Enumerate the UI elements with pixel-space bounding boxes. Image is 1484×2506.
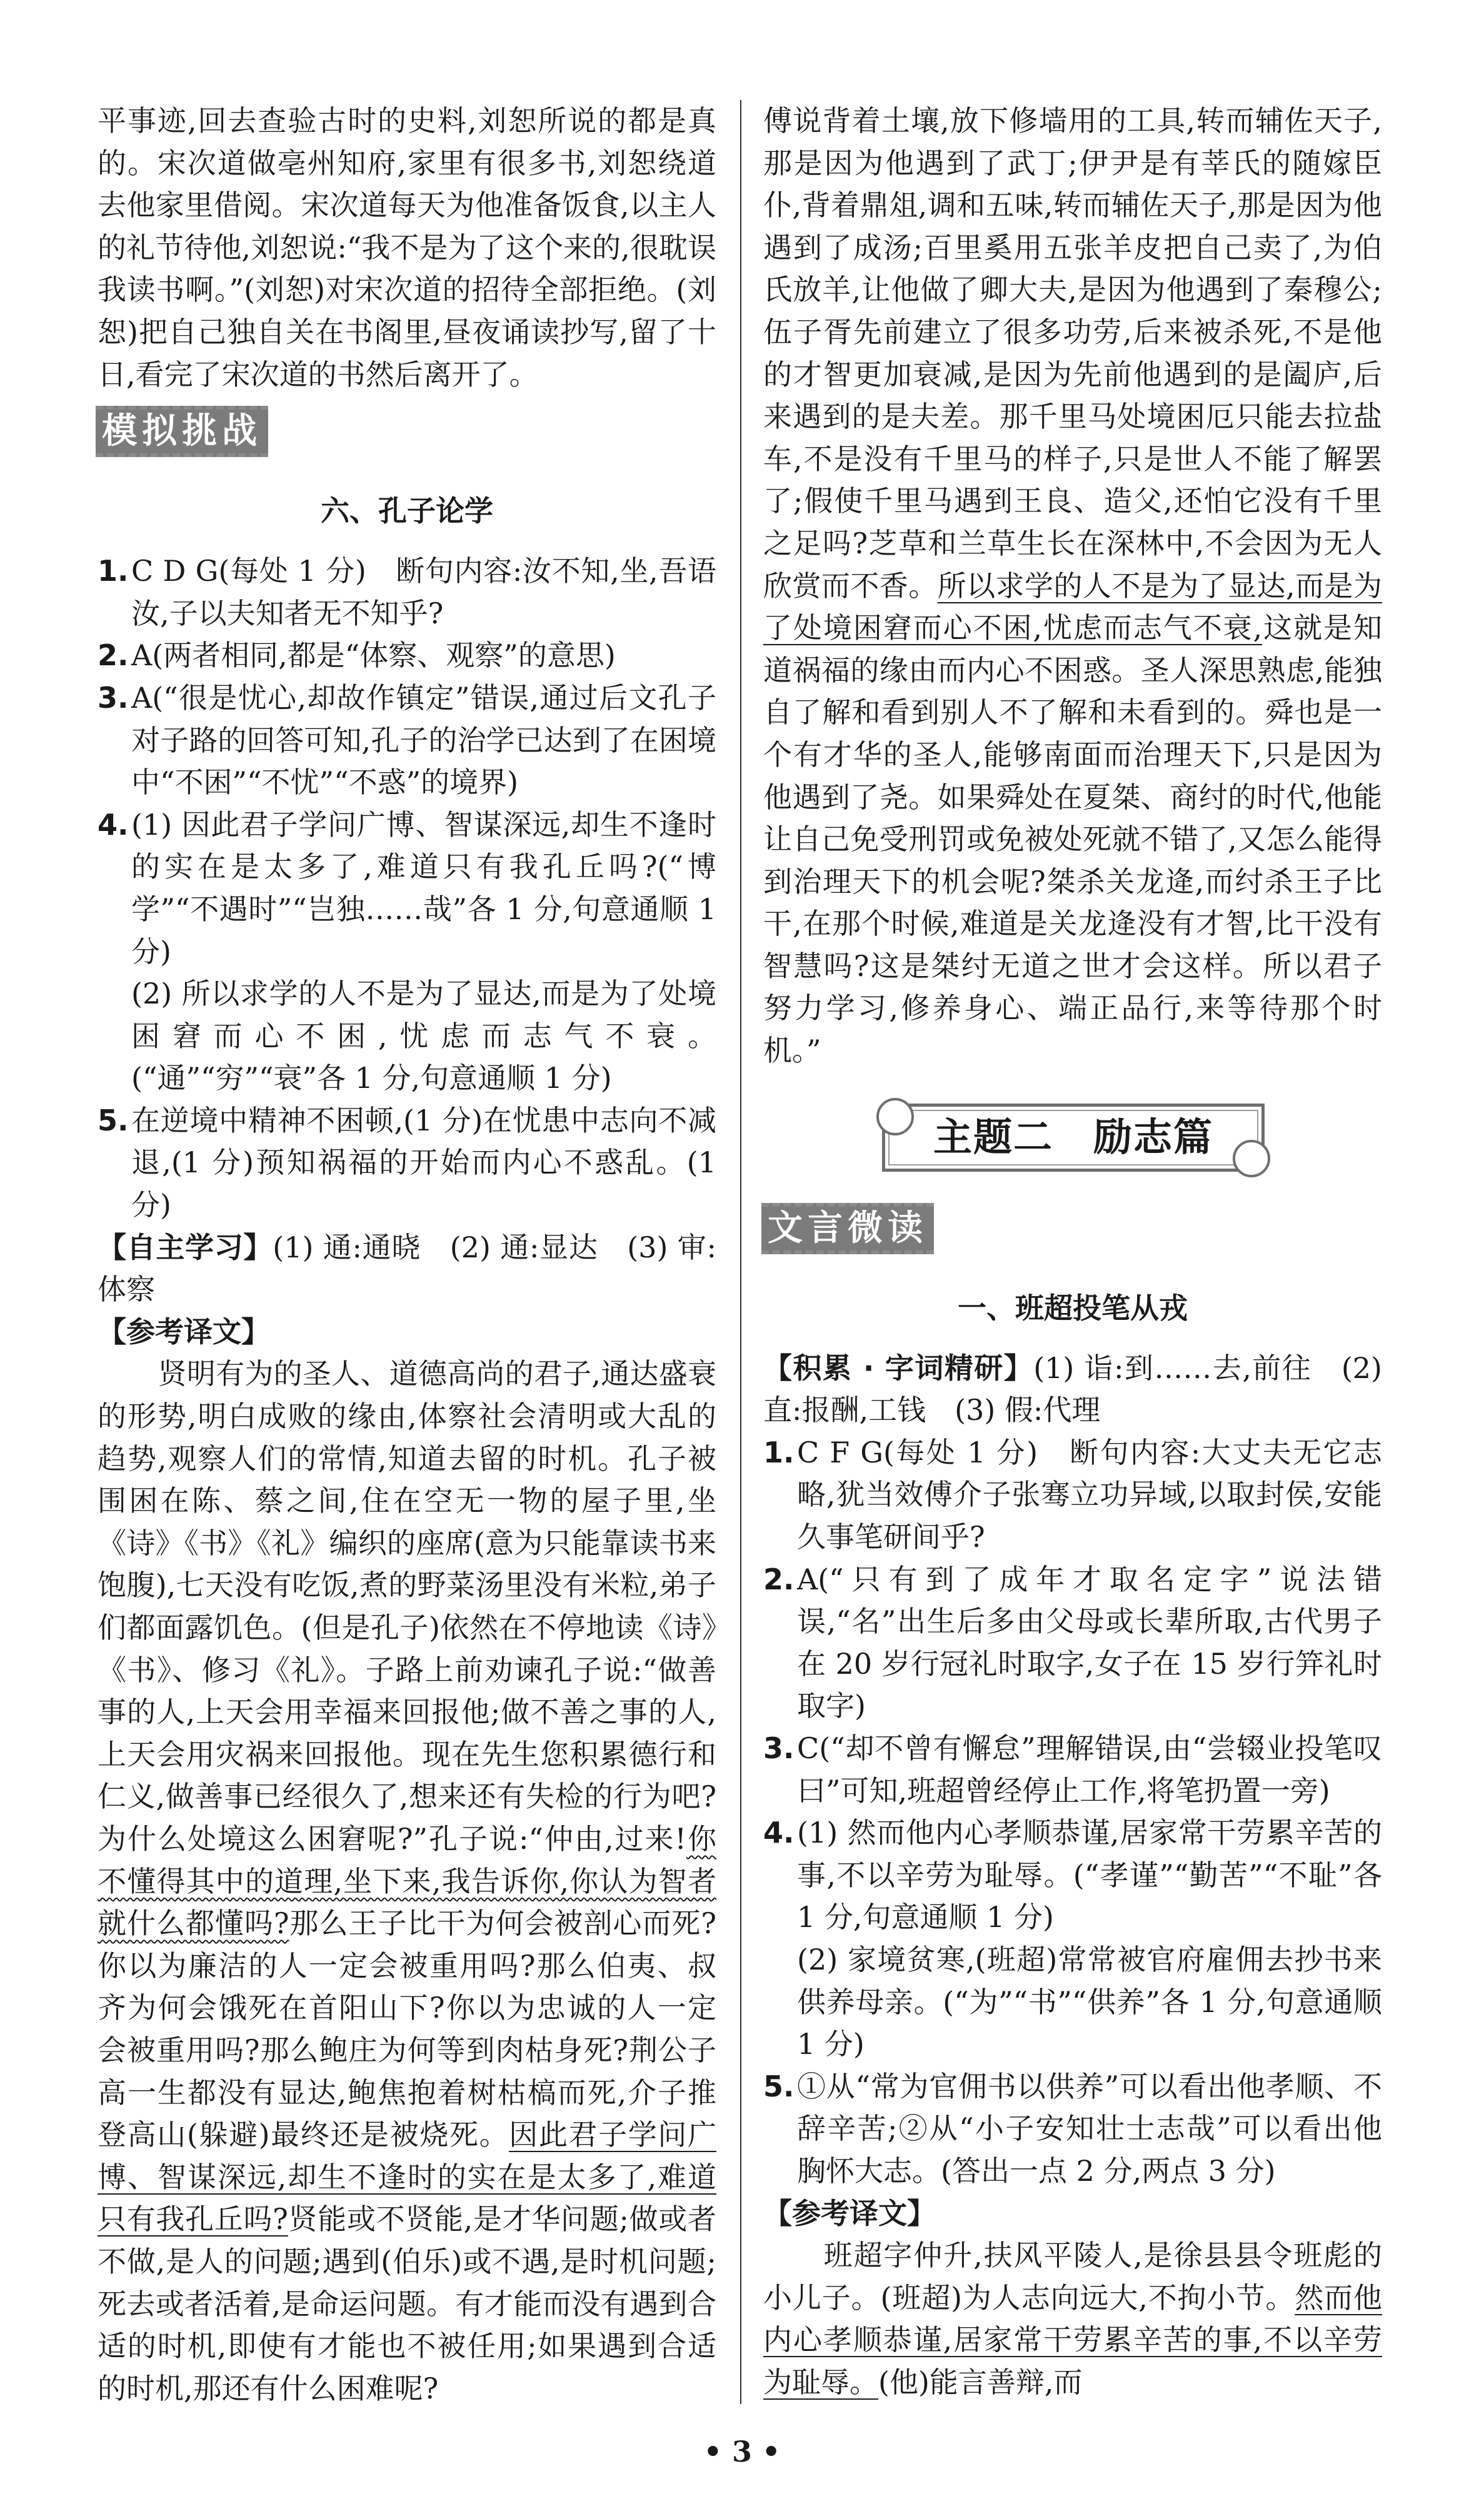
page-number-value: 3 [731,2435,752,2469]
item-text: C D G(每处 1 分) 断句内容:汝不知,坐,吾语汝,子以夫知者无不知乎? [131,554,716,630]
vocab-label: 【积累 · 字词精研】 [763,1351,1034,1385]
theme-banner [882,1104,1265,1172]
item-number: 2. [98,638,129,673]
theme-banner-wrap [763,1072,1382,1203]
item-number: 2. [763,1562,795,1596]
theme-banner-title: 主题二 励志篇 [933,1114,1213,1160]
item-subanswer: (1) 然而他内心孝顺恭谨,居家常干劳累辛苦的事,不以辛劳为耻辱。(“孝谨”“勤苦”“不耻”各 1 分,句意通顺 1 分) [797,1816,1382,1935]
answer-item [98,677,716,804]
item-number: 5. [763,2069,795,2103]
item-text: C F G(每处 1 分) 断句内容:大丈夫无它志略,犹当效傅介子张骞立功异域,以取封侯,安能久事笔研间乎? [797,1435,1382,1554]
item-text: C(“却不曾有懈怠”理解错误,由“尝辍业投笔叹曰”可知,班超曾经停止工作,将笔扔置一旁) [797,1731,1382,1808]
translation-text: 贤明有为的圣人、道德高尚的君子,通达盛衰的形势,明白成败的缘由,体察社会清明或大乱的趋势,观察人们的常情,知道去留的时机。孔子被围困在陈、蔡之间,住在空无一物的屋子里,坐《诗》《书》《礼》编织的座席(意为只能靠读书来饱腹),七天没有吃饭,煮的野菜汤里没有米粒,弟子们都面露饥色。(但是孔子)依然在不停地读《诗》《书》、修习《礼》。子路上前劝谏孔子说:“做善事的人,上天会用幸福来回报他;做不善之事的人,上天会用灾祸来回报他。现在先生您积累德行和仁义,做善事已经很久了,想来还有失检的行为吧?为什么处境这么困窘呢?”孔子说:“仲由,过来! [98,1357,717,1856]
item-number: 4. [98,807,129,842]
page-number: • 3 • [703,2435,781,2469]
translation-text: 这就是知道祸福的缘由而内心不困惑。圣人深思熟虑,能独自了解和看到别人不了解和未看到的。舜也是一个有才华的圣人,能够南面而治理天下,只是因为他遇到了尧。如果舜处在夏桀、商纣的时代,他能让自己免受刑罚或免被处死就不错了,又怎么能得到治理天下的机会呢?桀杀关龙逄,而纣杀王子比干,在那个时候,难道是关龙逄没有才智,比干没有智慧吗?这是桀纣无道之世才会这样。所以君子努力学习,修养身心、端正品行,来等待那个时机。” [763,611,1382,1068]
item-subanswer: (1) 因此君子学问广博、智谋深远,却生不逢时的实在是太多了,难道只有我孔丘吗?(“博学”“不遇时”“岂独……哉”各 1 分,句意通顺 1 分) [131,807,716,969]
item-number: 3. [98,680,129,715]
answer-item [98,550,716,635]
item-text: ①从“常为官佣书以供养”可以看出他孝顺、不辞辛苦;②从“小子安知壮士志哉”可以看出他胸怀大志。(答出一点 2 分,两点 3 分) [797,2069,1382,2188]
item-number: 1. [763,1435,795,1469]
section-title: 一、班超投笔从戎 [958,1291,1188,1325]
self-study-text: (1) 通:通晓 (2) 通:显达 (3) 审:体察 [98,1230,716,1307]
section-title: 六、孔子论学 [321,494,493,528]
answer-item [98,635,716,677]
item-text: A(两者相同,都是“体察、观察”的意思) [131,638,616,673]
item-text: 在逆境中精神不困顿,(1 分)在忧患中志向不减退,(1 分)预知祸福的开始而内心不惑乱。(1 分) [131,1103,716,1222]
answer-item [763,2066,1382,2193]
translation-text: (他)能言善辩,而 [878,2365,1083,2399]
item-number: 1. [98,554,129,588]
self-study [98,1227,716,1311]
cloud-ornament-icon [876,1098,914,1135]
section-banner-mock-challenge: 模拟挑战 [96,406,268,457]
translation-text: 班超字仲升,扶风平陵人,是徐县县令班彪的小儿子。(班超)为人志向远大,不拘小节。 [763,2238,1382,2315]
answer-item [763,1559,1382,1728]
item-subanswer: (2) 所以求学的人不是为了显达,而是为了处境困窘而心不困,忧虑而志气不衰。(“通”“穷”“衰”各 1 分,句意通顺 1 分) [131,977,716,1095]
item-text: A(“很是忧心,却故作镇定”错误,通过后文孔子对子路的回答可知,孔子的治学已达到了在困境中“不困”“不忧”“不惑”的境界) [131,680,716,800]
left-column [98,100,716,2410]
answer-item [763,1812,1382,2066]
translation-label: 【参考译文】 [763,2196,936,2230]
vocab-text: (1) 诣:到……去,前往 (2) 直:报酬,工钱 (3) 假:代理 [763,1351,1382,1427]
translation-label: 【参考译文】 [98,1314,270,1349]
translation-paragraph [763,2235,1382,2403]
right-column [740,100,1382,2404]
item-subanswer: (2) 家境贫寒,(班超)常常被官府雇佣去抄书来供养母亲。(“为”“书”“供养”各 1 分,句意通顺 1 分) [797,1942,1382,2061]
item-number: 5. [98,1103,129,1137]
underlined-text: 所以求学的人不是为了显达,而是为了处境困窘而心不困,忧虑而志气不衰, [763,568,1383,645]
translation-paragraph [98,1353,716,2410]
underlined-text: 因此君子学问广博、智谋深远,却生不逢时的实在是太多了,难道只有我孔丘吗? [98,2118,716,2237]
translation-text: 贤能或不贤能,是才华问题;做或者不做,是人的问题;遇到(伯乐)或不遇,是时机问题;死去或者活着,是命运问题。有才能而没有遇到合适的时机,即使有才能也不被任用;如果遇到合适的时机,那还有什么困难呢? [98,2202,716,2405]
answer-item [98,804,716,1100]
section-banner-classical-reading: 文言微读 [761,1203,934,1254]
wavy-underlined-text: 你不懂得其中的道理,坐下来,我告诉你,你认为智者就什么都懂吗? [98,1821,717,1941]
translation-text: 那么王子比干为何会被剖心而死?你以为廉洁的人一定会被重用吗?那么伯夷、叔齐为何会饿死在首阳山下?你以为忠诚的人一定会被重用吗?那么鲍庄为何等到肉枯身死?荆公子高一生都没有显达,鲍焦抱着树枯槁而死,介子推登高山(躲避)最终还是被烧死。 [98,1906,716,2152]
answer-item [98,1100,716,1227]
vocab-study [763,1347,1382,1432]
translation-continuation [763,100,1382,1072]
translation-text: 傅说背着土壤,放下修墙用的工具,转而辅佐天子,那是因为他遇到了武丁;伊尹是有莘氏的随嫁臣仆,背着鼎俎,调和五味,转而辅佐天子,那是因为他遇到了成汤;百里奚用五张羊皮把自己卖了,为伯氏放羊,让他做了卿大夫,是因为他遇到了秦穆公;伍子胥先前建立了很多功劳,后来被杀死,不是他的才智更加衰减,是因为先前他遇到的是阖庐,后来遇到的是夫差。那千里马处境困厄只能去拉盐车,不是没有千里马的样子,只是世人不能了解罢了;假使千里马遇到王良、造父,还怕它没有千里之足吗?芝草和兰草生长在深林中,不会因为无人欣赏而不香。 [763,104,1382,603]
item-number: 3. [763,1731,795,1765]
answer-item [763,1728,1382,1812]
underlined-text: 然而他内心孝顺恭谨,居家常干劳累辛苦的事,不以辛劳为耻辱。 [763,2280,1383,2399]
item-number: 4. [763,1816,795,1850]
answer-item [763,1432,1382,1559]
cloud-ornament-icon [1233,1140,1270,1177]
item-text: A(“只有到了成年才取名定字”说法错误,“名”出生后多由父母或长辈所取,古代男子在 20 岁行冠礼时取字,女子在 15 岁行笄礼时取字) [797,1562,1382,1723]
self-study-label: 【自主学习】 [98,1230,273,1264]
intro-paragraph: 平事迹,回去查验古时的史料,刘恕所说的都是真的。宋次道做亳州知府,家里有很多书,刘恕绕道去他家里借阅。宋次道每天为他准备饭食,以主人的礼节待他,刘恕说:“我不是为了这个来的,很耽误我读书啊。”(刘恕)对宋次道的招待全部拒绝。(刘恕)把自己独自关在书阁里,昼夜诵读抄写,留了十日,看完了宋次道的书然后离开了。 [98,104,716,391]
